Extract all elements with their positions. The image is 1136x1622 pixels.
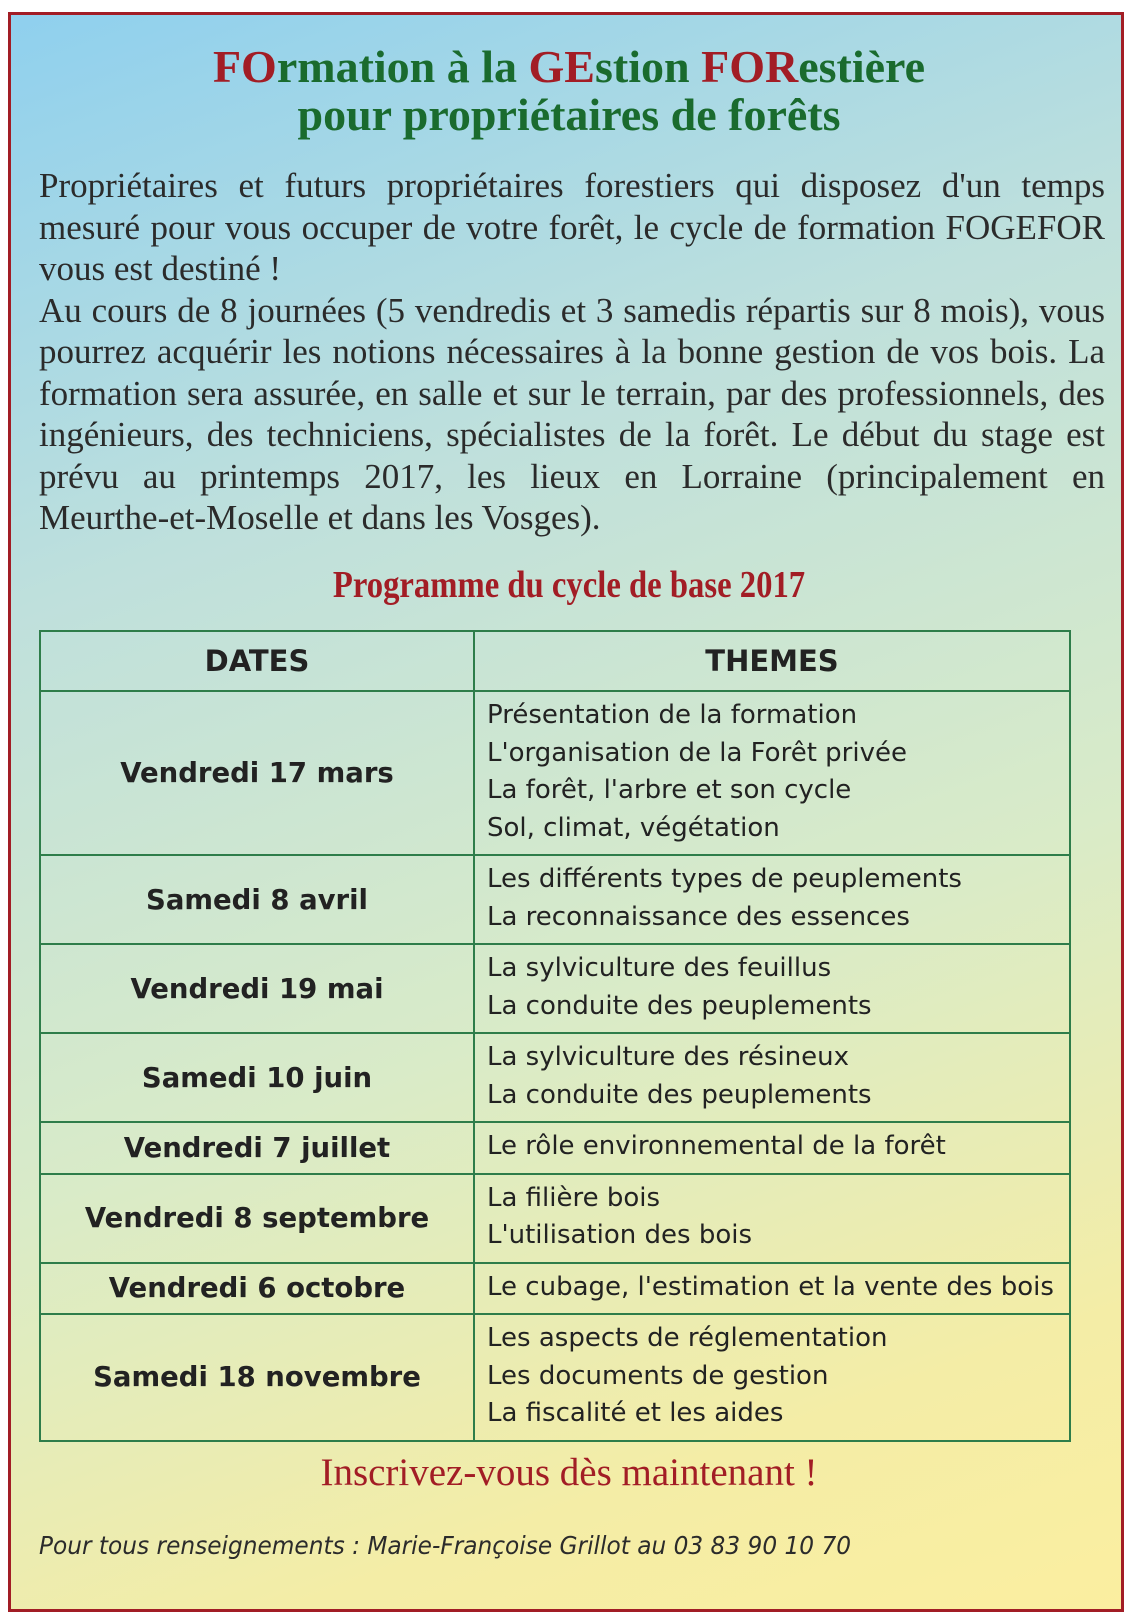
table-row <box>40 1122 1070 1174</box>
theme-item: Sol, climat, végétation <box>487 812 780 843</box>
session-date: Vendredi 19 mai <box>40 944 474 1033</box>
theme-item: L'organisation de la Forêt privée <box>487 737 907 768</box>
session-date: Vendredi 8 septembre <box>40 1174 474 1263</box>
program-title: Programme du cycle de base 2017 <box>332 564 806 606</box>
theme-item: La conduite des peuplements <box>487 1079 872 1110</box>
intro-paragraph-2: Au cours de 8 journées (5 vendredis et 3 samedis répartis sur 8 mois), vous pourrez acquérir les notions nécessaires à la bonne gestion de vos bois. La formation sera assurée, en salle et sur le terrain, par des professionnels, des ingénieurs, des techniciens, spécialistes de la forêt. Le début du stage est prévu au printemps 2017, les lieux en Lorraine (principalement en Meurthe-et-Moselle et dans les Vosges). <box>39 290 1105 537</box>
theme-item: La sylviculture des feuillus <box>487 953 832 983</box>
session-date: Samedi 18 novembre <box>40 1314 474 1441</box>
dates-column-header: DATES <box>40 631 474 691</box>
title-segment: stion <box>595 41 702 92</box>
program-table-body <box>40 691 1070 1441</box>
table-row <box>40 1033 1070 1122</box>
table-header-row <box>40 631 1070 691</box>
theme-item: Les aspects de réglementation <box>487 1323 888 1353</box>
intro-text <box>39 165 1105 539</box>
session-date: Samedi 10 juin <box>40 1033 474 1122</box>
theme-item: La sylviculture des résineux <box>487 1042 850 1072</box>
flyer-frame <box>8 12 1124 1612</box>
intro-paragraph-1: Propriétaires et futurs propriétaires forestiers qui disposez d'un temps mesuré pour vous occuper de votre forêt, le cycle de formation FOGEFOR vous est destiné ! <box>39 166 1105 288</box>
session-date: Samedi 8 avril <box>40 855 474 944</box>
session-date: Vendredi 7 juillet <box>40 1122 474 1174</box>
theme-item: La forêt, l'arbre et son cycle <box>487 775 852 805</box>
flyer-title <box>11 43 1127 139</box>
theme-item: La conduite des peuplements <box>487 990 872 1021</box>
theme-item: Les documents de gestion <box>487 1360 829 1391</box>
session-themes <box>474 691 1070 855</box>
contact-info: Pour tous renseignements : Marie-Françoise Grillot au 03 83 90 10 70 <box>39 1531 852 1560</box>
table-row <box>40 1174 1070 1263</box>
theme-item: Présentation de la formation <box>487 700 858 730</box>
session-themes <box>474 1174 1070 1263</box>
table-row <box>40 1314 1070 1441</box>
session-date: Vendredi 6 octobre <box>40 1263 474 1315</box>
themes-column-header: THEMES <box>474 631 1070 691</box>
theme-item: La reconnaissance des essences <box>487 901 910 932</box>
theme-item: La filière bois <box>487 1182 661 1213</box>
session-date: Vendredi 17 mars <box>40 691 474 855</box>
session-themes <box>474 1263 1070 1315</box>
theme-item: Le cubage, l'estimation et la vente des bois <box>487 1271 1054 1302</box>
table-row <box>40 1263 1070 1315</box>
theme-item: L'utilisation des bois <box>487 1220 753 1250</box>
title-segment: GE <box>528 41 595 92</box>
theme-item: Le rôle environnemental de la forêt <box>487 1131 946 1161</box>
table-row <box>40 944 1070 1033</box>
session-themes <box>474 944 1070 1033</box>
title-line-2: pour propriétaires de forêts <box>297 89 841 140</box>
session-themes <box>474 1122 1070 1174</box>
theme-item: Les différents types de peuplements <box>487 864 962 894</box>
title-segment: FO <box>212 41 277 92</box>
title-line-1 <box>11 43 1127 91</box>
session-themes <box>474 1033 1070 1122</box>
session-themes <box>474 855 1070 944</box>
session-themes <box>474 1314 1070 1441</box>
title-segment: FOR <box>701 41 799 92</box>
program-table <box>39 630 1071 1442</box>
table-row <box>40 855 1070 944</box>
title-segment: rmation à la <box>276 41 529 92</box>
title-segment: estière <box>798 41 926 92</box>
theme-item: La fiscalité et les aides <box>487 1398 784 1428</box>
call-to-action: Inscrivez-vous dès maintenant ! <box>320 1451 818 1494</box>
table-row <box>40 691 1070 855</box>
